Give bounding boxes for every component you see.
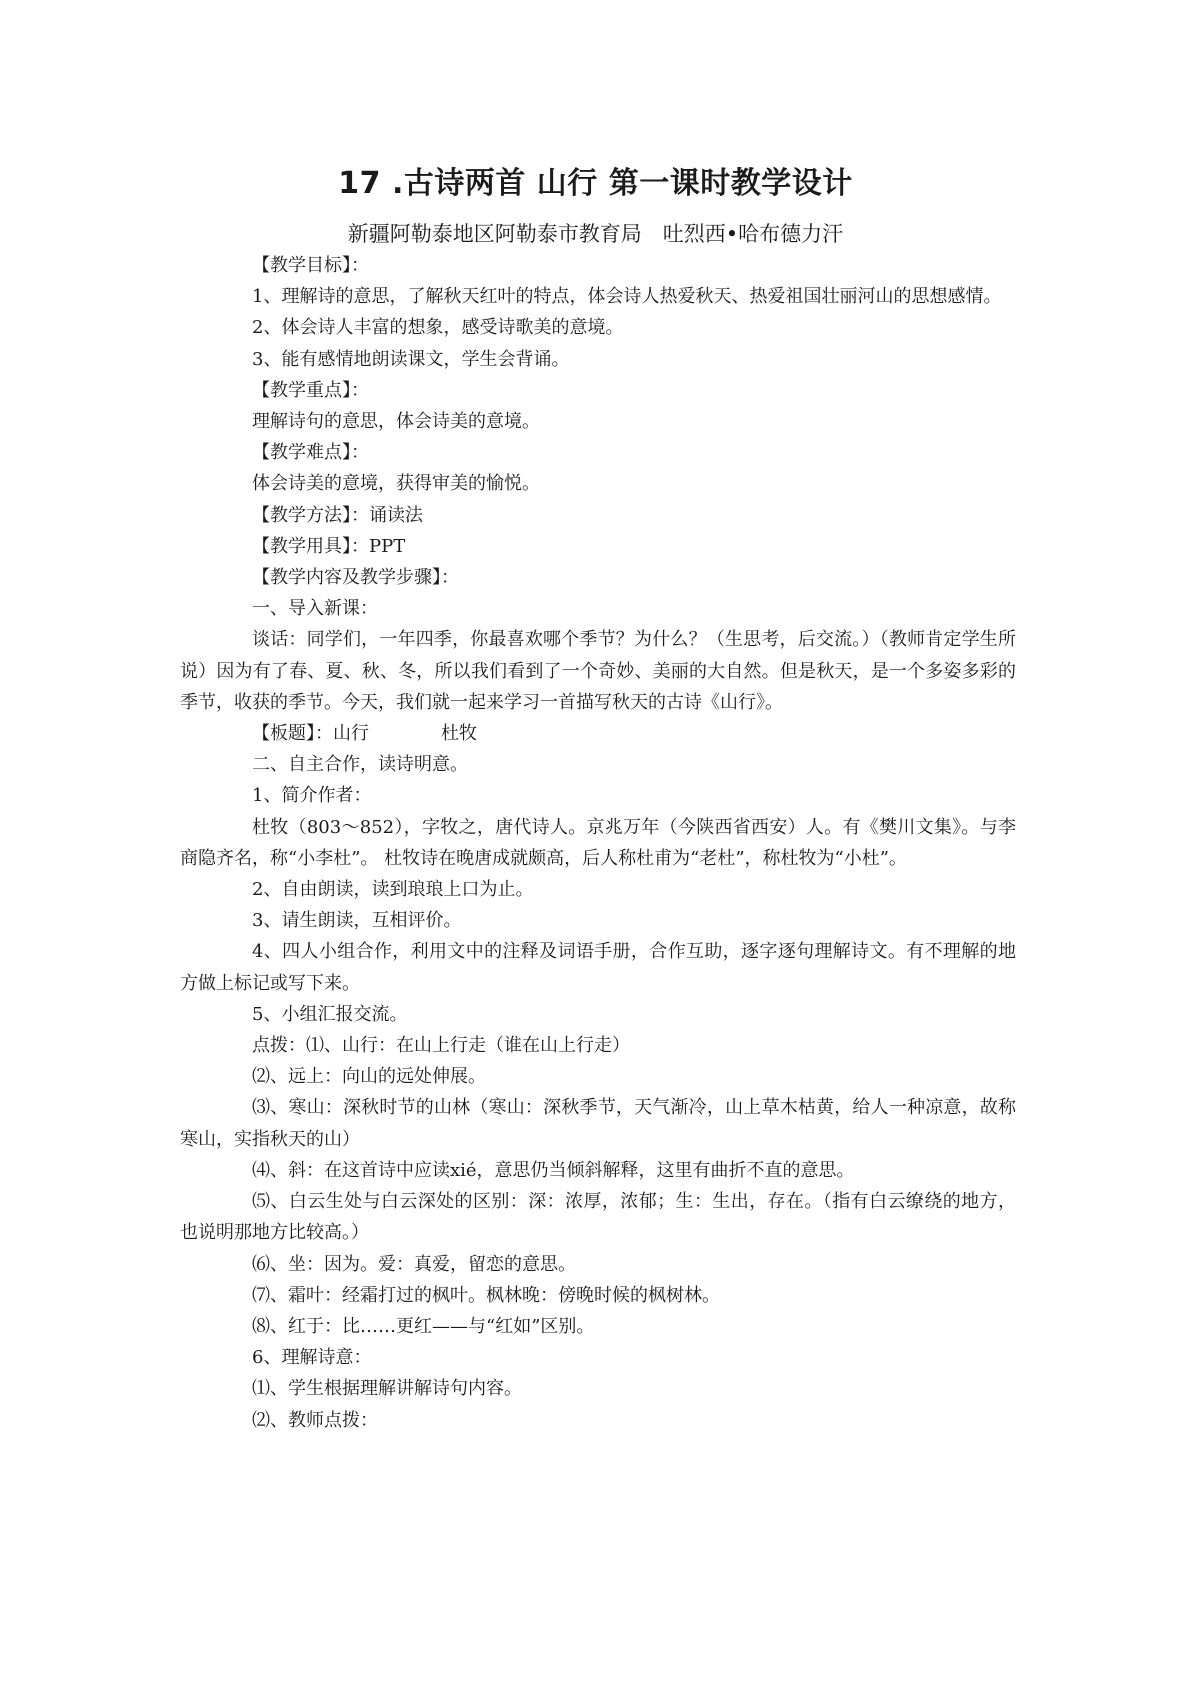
- paragraph: ⑶、寒山：深秋时节的山林（寒山：深秋季节，天气渐冷，山上草木枯黄，给人一种凉意，故称寒山，实指秋天的山）: [180, 1097, 1016, 1150]
- paragraph: ⑸、白云生处与白云深处的区别：深：浓厚，浓郁；生：生出，存在。（指有白云缭绕的地方，也说明那地方比较高。）: [180, 1191, 1016, 1244]
- paragraph: ⑺、霜叶：经霜打过的枫叶。枫林晚：傍晚时候的枫树林。: [252, 1284, 720, 1306]
- paragraph: 3、能有感情地朗读课文，学生会背诵。: [252, 348, 570, 370]
- paragraph: 理解诗句的意思，体会诗美的意境。: [252, 411, 540, 433]
- paragraph: 【教学方法】：诵读法: [252, 504, 423, 526]
- paragraph: 2、体会诗人丰富的想象，感受诗歌美的意境。: [252, 317, 624, 339]
- paragraph: 4、四人小组合作，利用文中的注释及词语手册，合作互助，逐字逐句理解诗文。有不理解的地方做上标记或写下来。: [180, 941, 1016, 994]
- paragraph: 1、理解诗的意思，了解秋天红叶的特点，体会诗人热爱秋天、热爱祖国壮丽河山的思想感情。: [252, 286, 1002, 308]
- paragraph: 一、导入新课：: [252, 598, 378, 620]
- paragraph: ⑴、学生根据理解讲解诗句内容。: [252, 1378, 522, 1400]
- paragraph: 二、自主合作，读诗明意。: [252, 754, 468, 776]
- document-body: [180, 250, 1016, 1436]
- paragraph: 6、理解诗意：: [252, 1347, 372, 1369]
- paragraph: 【板题】：山行 杜牧: [252, 723, 477, 745]
- page-title: 17 .古诗两首 山行 第一课时教学设计: [338, 166, 853, 201]
- paragraph: 5、小组汇报交流。: [252, 1003, 408, 1025]
- paragraph: ⑵、远上：向山的远处伸展。: [252, 1066, 486, 1088]
- paragraph: ⑷、斜：在这首诗中应读xié，意思仍当倾斜解释，这里有曲折不直的意思。: [252, 1159, 855, 1181]
- paragraph: 1、简介作者：: [252, 785, 372, 807]
- paragraph: 2、自由朗读，读到琅琅上口为止。: [252, 879, 534, 901]
- paragraph: 杜牧（803～852），字牧之，唐代诗人。京兆万年（今陕西省西安）人。有《樊川文集》。与李商隐齐名，称“小李杜”。 杜牧诗在晚唐成就颇高，后人称杜甫为“老杜”，称杜牧为“小杜”。: [180, 816, 1016, 869]
- paragraph: ⑵、教师点拨：: [252, 1409, 378, 1431]
- paragraph: 【教学用具】：PPT: [252, 535, 406, 557]
- paragraph: 3、请生朗读，互相评价。: [252, 910, 462, 932]
- paragraph: 【教学重点】：: [252, 379, 369, 401]
- author-line: 新疆阿勒泰地区阿勒泰市教育局 吐烈西•哈布德力汗: [347, 222, 844, 246]
- paragraph: 体会诗美的意境，获得审美的愉悦。: [252, 473, 540, 495]
- paragraph: 点拨：⑴、山行：在山上行走（谁在山上行走）: [252, 1035, 630, 1057]
- paragraph: ⑹、坐：因为。爱：真爱，留恋的意思。: [252, 1253, 576, 1275]
- paragraph: 【教学难点】：: [252, 442, 369, 464]
- paragraph: 【教学目标】：: [252, 255, 369, 276]
- paragraph: 【教学内容及教学步骤】：: [252, 567, 459, 589]
- paragraph: 谈话：同学们，一年四季，你最喜欢哪个季节？为什么？（生思考，后交流。）（教师肯定学生所说）因为有了春、夏、秋、冬，所以我们看到了一个奇妙、美丽的大自然。但是秋天，是一个多姿多彩的季节，收获的季节。今天，我们就一起来学习一首描写秋天的古诗《山行》。: [180, 629, 1016, 713]
- paragraph: ⑻、红于：比……更红——与“红如”区别。: [252, 1315, 595, 1337]
